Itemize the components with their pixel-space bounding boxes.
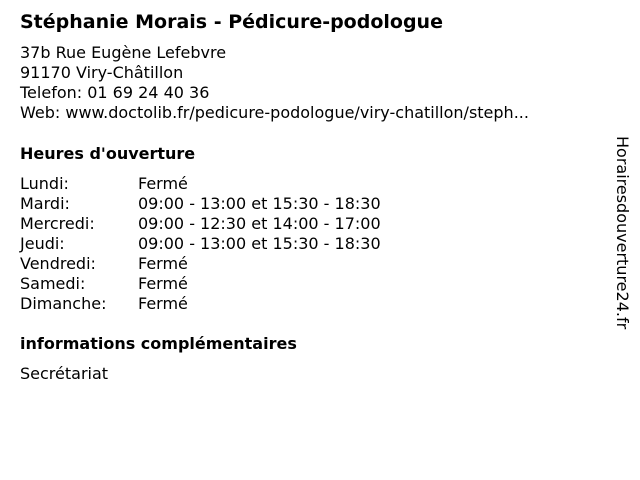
hours-row-tuesday	[20, 194, 440, 214]
day-hours: 09:00 - 13:00 et 15:30 - 18:30	[138, 234, 381, 253]
day-label: Jeudi:	[20, 234, 65, 253]
day-hours: Fermé	[138, 294, 188, 313]
hours-row-monday	[20, 174, 440, 194]
opening-hours-table	[20, 174, 440, 314]
day-label: Dimanche:	[20, 294, 107, 313]
address-city: 91170 Viry-Châtillon	[20, 63, 184, 82]
day-hours: Fermé	[138, 254, 188, 273]
day-hours: Fermé	[138, 274, 188, 293]
day-label: Mardi:	[20, 194, 70, 213]
hours-row-thursday	[20, 234, 440, 254]
address-street: 37b Rue Eugène Lefebvre	[20, 43, 227, 62]
hours-row-wednesday	[20, 214, 440, 234]
page-title: Stéphanie Morais - Pédicure-podologue	[20, 11, 443, 33]
website-link[interactable]: Web: www.doctolib.fr/pedicure-podologue/viry-chatillon/steph...	[20, 103, 529, 122]
hours-row-friday	[20, 254, 440, 274]
day-label: Samedi:	[20, 274, 86, 293]
phone-number: Telefon: 01 69 24 40 36	[20, 83, 210, 102]
watermark-text: Horairesdouverture24.fr	[613, 136, 632, 330]
address-block	[20, 43, 529, 123]
day-hours: 09:00 - 13:00 et 15:30 - 18:30	[138, 194, 381, 213]
day-hours: Fermé	[138, 174, 188, 193]
day-label: Lundi:	[20, 174, 69, 193]
day-label: Mercredi:	[20, 214, 95, 233]
hours-row-saturday	[20, 274, 440, 294]
hours-row-sunday	[20, 294, 440, 314]
day-label: Vendredi:	[20, 254, 96, 273]
hours-heading: Heures d'ouverture	[20, 144, 196, 163]
info-text: Secrétariat	[20, 364, 109, 383]
day-hours: 09:00 - 12:30 et 14:00 - 17:00	[138, 214, 381, 233]
info-heading: informations complémentaires	[20, 334, 297, 353]
